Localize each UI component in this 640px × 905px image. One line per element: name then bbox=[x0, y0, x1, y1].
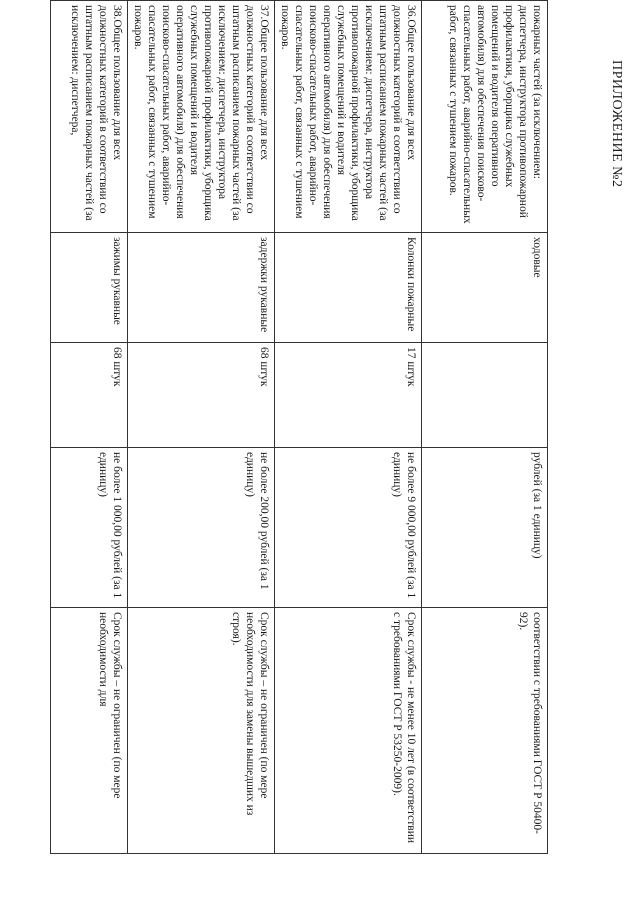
cell-purpose: пожарных частей (за исключением: диспетчера, инструктора противопожарной профилактики, уборщика служебных помещений и водителя оперативного автомобиля) для обеспечения поисково-спасательных работ, аварийно-спасательных работ, связанных с тушением пожаров. bbox=[422, 1, 548, 233]
equipment-table bbox=[50, 0, 548, 854]
cell-term: Срок службы – не ограничен (по мере необходимости для bbox=[51, 608, 128, 854]
table-row bbox=[275, 1, 422, 854]
cell-price: не более 1 000,00 рублей (за 1 единицу) bbox=[51, 448, 128, 608]
cell-purpose: 37.Общее пользование для всех должностных категорий в соответствии со штатным расписанием пожарных частей (за исключением: диспетчера, инструктора противопожарной профилактики, уборщика служебных помещений и водителя оперативного автомобиля) для обеспечения поисково-спасательных работ, аварийно-спасательных работ, связанных с тушением пожаров. bbox=[128, 1, 275, 233]
cell-term: Срок службы – не ограничен (по мере необходимости для замены вышедших из строя). bbox=[128, 608, 275, 854]
cell-term: соответствии с требованиями ГОСТ Р 50400-92). bbox=[422, 608, 548, 854]
cell-price: не более 200,00 рублей (за 1 единицу) bbox=[128, 448, 275, 608]
cell-price: не более 9 000,00 рублей (за 1 единицу) bbox=[275, 448, 422, 608]
cell-price: рублей (за 1 единицу) bbox=[422, 448, 548, 608]
cell-qty: 17 штук bbox=[275, 343, 422, 448]
cell-item: задержки рукавные bbox=[128, 233, 275, 343]
cell-purpose: 38.Общее пользование для всех должностных категорий в соответствии со штатным расписанием пожарных частей (за исключением: диспетчера, bbox=[51, 1, 128, 233]
cell-purpose: 36.Общее пользование для всех должностных категорий в соответствии со штатным расписанием пожарных частей (за исключением: диспетчера, инструктора противопожарной профилактики, уборщика служебных помещений и водителя оперативного автомобиля) для обеспечения поисково-спасательных работ, аварийно-спасательных работ, связанных с тушением пожаров. bbox=[275, 1, 422, 233]
table-row bbox=[128, 1, 275, 854]
cell-item: зажимы рукавные bbox=[51, 233, 128, 343]
cell-qty: 68 штук bbox=[128, 343, 275, 448]
table-row bbox=[51, 1, 128, 854]
cell-item: ходовые bbox=[422, 233, 548, 343]
cell-term: Срок службы - не менее 10 лет (в соответствии с требованиями ГОСТ Р 53250-2009). bbox=[275, 608, 422, 854]
table-row bbox=[422, 1, 548, 854]
cell-qty: 68 штук bbox=[51, 343, 128, 448]
appendix-title: ПРИЛОЖЕНИЕ №2 bbox=[609, 60, 624, 188]
cell-item: Колонки пожарные bbox=[275, 233, 422, 343]
cell-qty bbox=[422, 343, 548, 448]
